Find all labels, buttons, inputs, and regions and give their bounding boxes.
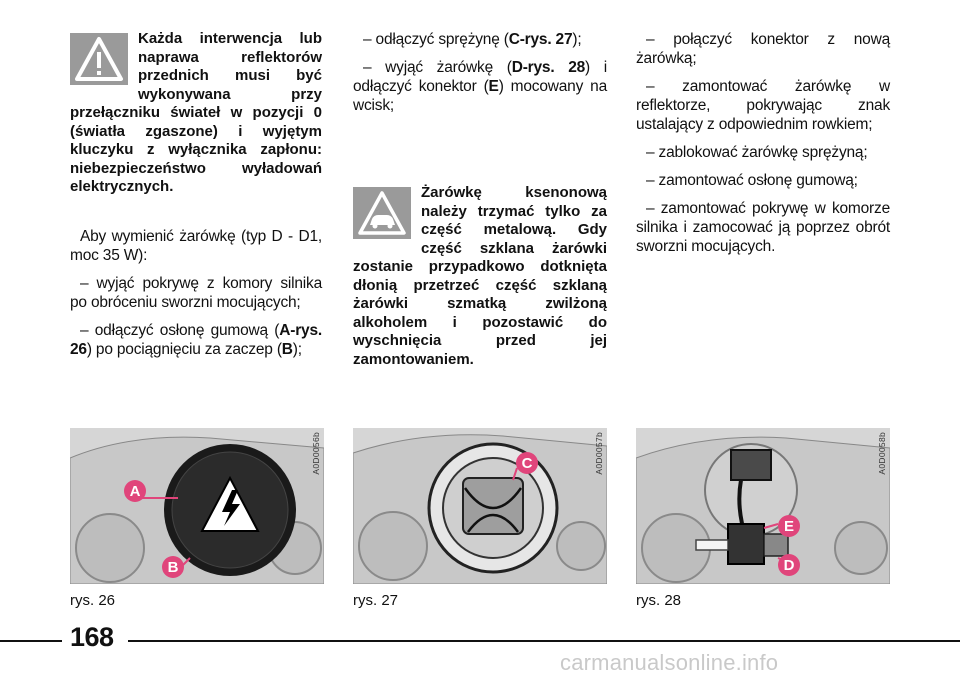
ref-e: E: [488, 78, 499, 95]
warning-triangle-icon: [70, 33, 128, 85]
step-refit-rubber-cover: – zamontować osłonę gumową;: [646, 172, 858, 189]
caption-figure-28: rys. 28: [636, 592, 682, 609]
ref-a-fig26: A-rys. 26: [70, 321, 322, 358]
page-number: 168: [70, 622, 114, 652]
electric-warning: [70, 30, 322, 197]
label-e: E: [778, 515, 800, 537]
step-remove-bulb: – wyjąć żarówkę (D-rys. 28) i odłączyć konektor (E) mocowany na wcisk;: [353, 59, 608, 114]
figure-28-xenon-bulb: [636, 428, 890, 584]
figure-27-bulb-spring: [353, 428, 607, 584]
step-disconnect-spring: – odłączyć sprężynę (C-rys. 27);: [363, 31, 582, 48]
column-2: [353, 30, 607, 369]
caption-figure-27: rys. 27: [353, 592, 399, 609]
figure-code: A0D0058b: [877, 432, 887, 475]
car-caution-triangle-icon: [353, 187, 411, 239]
step-disconnect-rubber-cover: – odłączyć osłonę gumową (A-rys. 26) po pociągnięciu za zaczep (B);: [70, 321, 322, 358]
xenon-bulb-warning: [353, 184, 607, 369]
intro-paragraph: Aby wymienić żarówkę (typ D - D1, moc 35 W):: [70, 227, 322, 264]
ref-d-fig28: D-rys. 28: [511, 59, 586, 76]
caption-figure-26: rys. 26: [70, 592, 116, 609]
figure-27-illustration: [353, 428, 607, 584]
ref-b: B: [281, 340, 293, 358]
label-a: A: [124, 480, 146, 502]
column-1: [70, 30, 322, 368]
column-3: [636, 30, 890, 265]
figure-code: A0D0057b: [594, 432, 604, 475]
electric-warning-text: Każda interwencja lub naprawa reflektorów przednich musi być wykonywana przy przełączniku świateł w pozycji 0 (światła zgaszone) i wyjętym kluczyku z wyłącznika zapłonu: niebezpieczeństwo wyładowań elektrycznych.: [70, 30, 322, 195]
figure-26-illustration: [70, 428, 324, 584]
step-fit-bulb: – zamontować żarówkę w reflektorze, pokrywając znak ustalający z odpowiednim rowkiem;: [636, 78, 890, 133]
ref-c-fig27: C-rys. 27: [508, 31, 573, 48]
step-remove-cover: – wyjąć pokrywę z komory silnika po obróceniu sworzni mocujących;: [70, 274, 322, 311]
label-c: C: [516, 452, 538, 474]
figure-code: A0D0056b: [311, 432, 321, 475]
step-connect-new-bulb: – połączyć konektor z nową żarówką;: [636, 31, 890, 67]
footer-rule-left: [0, 640, 62, 642]
figure-26-headlight-cover: [70, 428, 324, 584]
label-d: D: [778, 554, 800, 576]
watermark: carmanualsonline.info: [560, 650, 779, 675]
xenon-bulb-warning-text: Żarówkę ksenonową należy trzymać tylko za część metalową. Gdy część szklana żarówki zostanie przypadkowo dotknięta dłonią przetrzeć część szklaną żarówki szmatką zwilżoną alkoholem i pozostawić do wyschnięcia przed jej zamontowaniem.: [353, 184, 607, 368]
figure-28-illustration: [636, 428, 890, 584]
step-lock-bulb: – zablokować żarówkę sprężyną;: [646, 144, 868, 161]
label-b: B: [162, 556, 184, 578]
footer-rule-right: [128, 640, 960, 642]
step-refit-engine-cover: – zamontować pokrywę w komorze silnika i zamocować ją poprzez obrót sworzni mocujących.: [636, 200, 890, 255]
